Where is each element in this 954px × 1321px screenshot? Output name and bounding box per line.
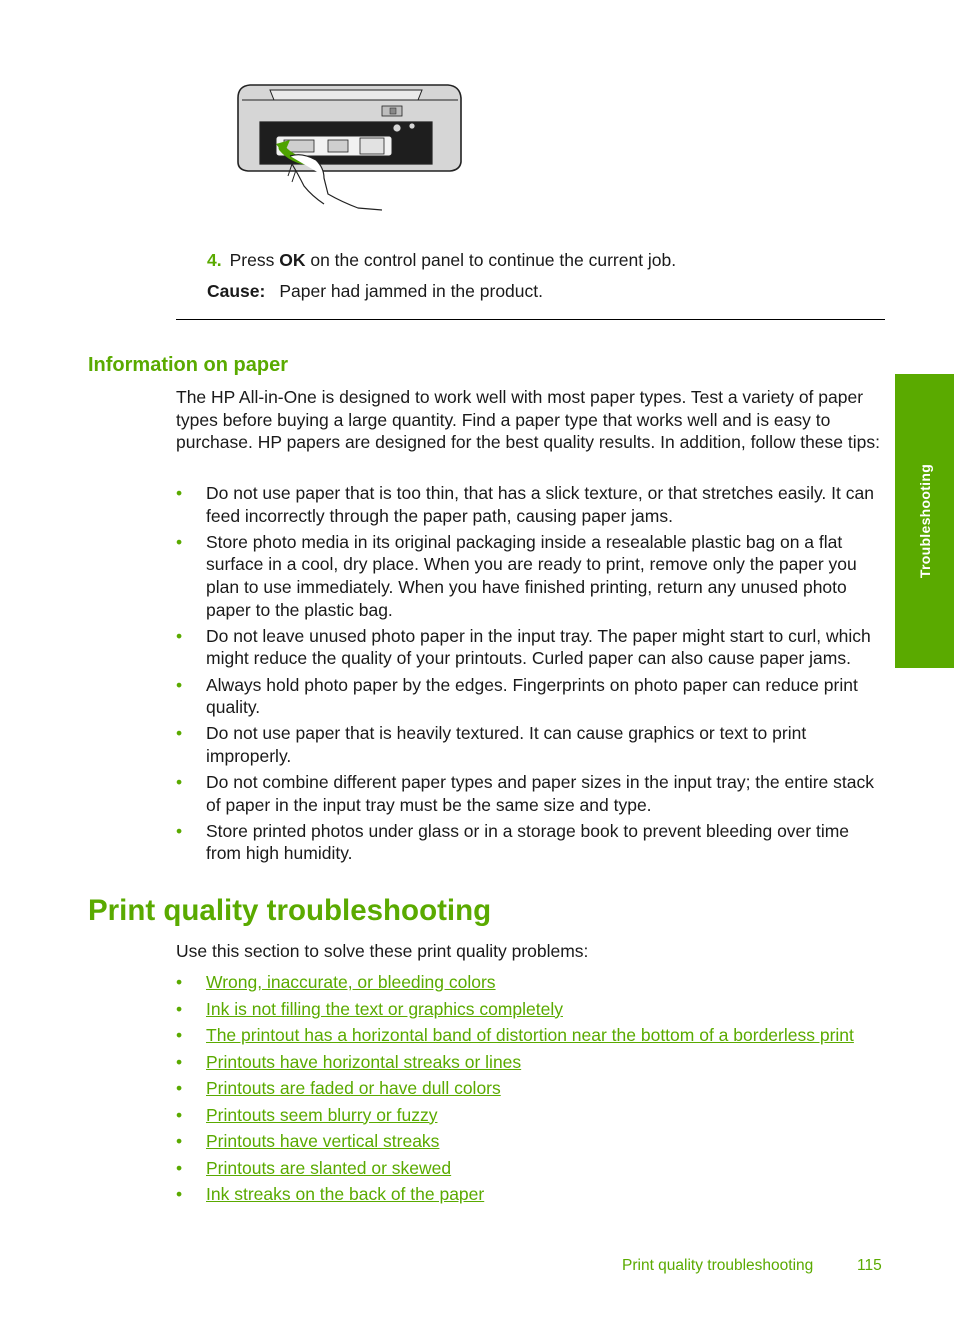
list-item-text: Do not leave unused photo paper in the input tray. The paper might start to curl, which might reduce the quality of your printouts. Curled paper can also cause paper jams.	[206, 625, 871, 669]
link-faded-colors[interactable]: Printouts are faded or have dull colors	[206, 1078, 501, 1098]
footer-page-number: 115	[857, 1257, 882, 1274]
bullet-marker: •	[176, 1131, 183, 1151]
paper-intro-paragraph: The HP All-in-One is designed to work well with most paper types. Test a variety of paper types before buying a large quantity. Find a paper type that works well and is easy to purchase. HP papers are designed for the best quality results. In addition, follow these tips:	[176, 387, 880, 453]
step-ok-key: OK	[279, 250, 306, 270]
list-item	[176, 771, 888, 816]
troubleshooting-side-tab	[895, 374, 954, 668]
bullet-marker: •	[176, 820, 183, 841]
section-divider	[176, 319, 885, 320]
cause-label: Cause:	[207, 281, 266, 301]
link-ink-streaks-back[interactable]: Ink streaks on the back of the paper	[206, 1184, 485, 1204]
bullet-marker: •	[176, 772, 183, 793]
printer-rear-door-illustration	[232, 78, 468, 212]
cause-text: Paper had jammed in the product.	[279, 281, 543, 301]
cause-line	[207, 279, 543, 303]
bullet-marker: •	[176, 1078, 183, 1098]
link-vertical-streaks[interactable]: Printouts have vertical streaks	[206, 1131, 440, 1151]
list-item	[176, 1156, 896, 1183]
bullet-marker: •	[176, 972, 183, 992]
footer-section-title: Print quality troubleshooting	[622, 1257, 814, 1274]
print-quality-heading: Print quality troubleshooting	[88, 894, 492, 927]
list-item-text: Store photo media in its original packaging inside a resealable plastic bag on a flat surface in a cool, dry place. When you are ready to print, remove only the paper you plan to use immediately. When you have finished printing, return any unused photo paper to the plastic bag.	[206, 531, 857, 620]
list-item	[176, 1103, 896, 1130]
list-item-text: Do not use paper that is heavily textured. It can cause graphics or text to print improperly.	[206, 723, 807, 766]
list-item	[176, 997, 896, 1024]
print-quality-problem-links	[176, 970, 896, 1209]
bullet-marker: •	[176, 1157, 183, 1178]
list-item	[176, 1182, 896, 1209]
bullet-marker: •	[176, 1104, 183, 1125]
link-horizontal-streaks[interactable]: Printouts have horizontal streaks or lines	[206, 1051, 522, 1072]
list-item	[176, 722, 888, 767]
list-item-text: Do not use paper that is too thin, that has a slick texture, or that stretches easily. It can feed incorrectly through the paper path, causing paper jams.	[206, 483, 874, 526]
list-item	[176, 482, 888, 527]
bullet-marker: •	[176, 625, 183, 646]
list-item	[176, 970, 896, 997]
list-item	[176, 625, 888, 670]
bullet-marker: •	[176, 723, 183, 744]
step-text-before: Press	[229, 250, 280, 270]
link-horizontal-band[interactable]: The printout has a horizontal band of distortion near the bottom of a borderless print	[206, 1025, 854, 1045]
list-item	[176, 1076, 896, 1103]
bullet-marker: •	[176, 483, 183, 503]
step-number: 4.	[207, 250, 222, 270]
paper-tips-list	[176, 482, 888, 869]
list-item	[176, 1023, 896, 1050]
link-slanted[interactable]: Printouts are slanted or skewed	[206, 1157, 452, 1178]
side-tab-label: Troubleshooting	[916, 463, 933, 579]
bullet-marker: •	[176, 998, 183, 1019]
list-item	[176, 1129, 896, 1156]
print-quality-intro: Use this section to solve these print quality problems:	[176, 941, 589, 961]
information-on-paper-heading: Information on paper	[88, 354, 288, 376]
list-item	[176, 531, 888, 621]
list-item-text: Always hold photo paper by the edges. Fingerprints on photo paper can reduce print quality.	[206, 674, 858, 718]
step-text-after: on the control panel to continue the current job.	[305, 250, 677, 270]
bullet-marker: •	[176, 531, 183, 552]
list-item	[176, 820, 888, 865]
list-item	[176, 674, 888, 719]
bullet-marker: •	[176, 674, 183, 695]
bullet-marker: •	[176, 1184, 183, 1204]
list-item-text: Do not combine different paper types and paper sizes in the input tray; the entire stack of paper in the input tray must be the same size and type.	[206, 772, 874, 815]
link-wrong-colors[interactable]: Wrong, inaccurate, or bleeding colors	[206, 972, 496, 992]
bullet-marker: •	[176, 1025, 183, 1045]
list-item	[176, 1050, 896, 1077]
bullet-marker: •	[176, 1051, 183, 1072]
step-4	[207, 248, 676, 272]
link-blurry[interactable]: Printouts seem blurry or fuzzy	[206, 1104, 438, 1125]
link-ink-not-filling[interactable]: Ink is not filling the text or graphics completely	[206, 998, 563, 1019]
list-item-text: Store printed photos under glass or in a storage book to prevent bleeding over time from high humidity.	[206, 820, 850, 864]
